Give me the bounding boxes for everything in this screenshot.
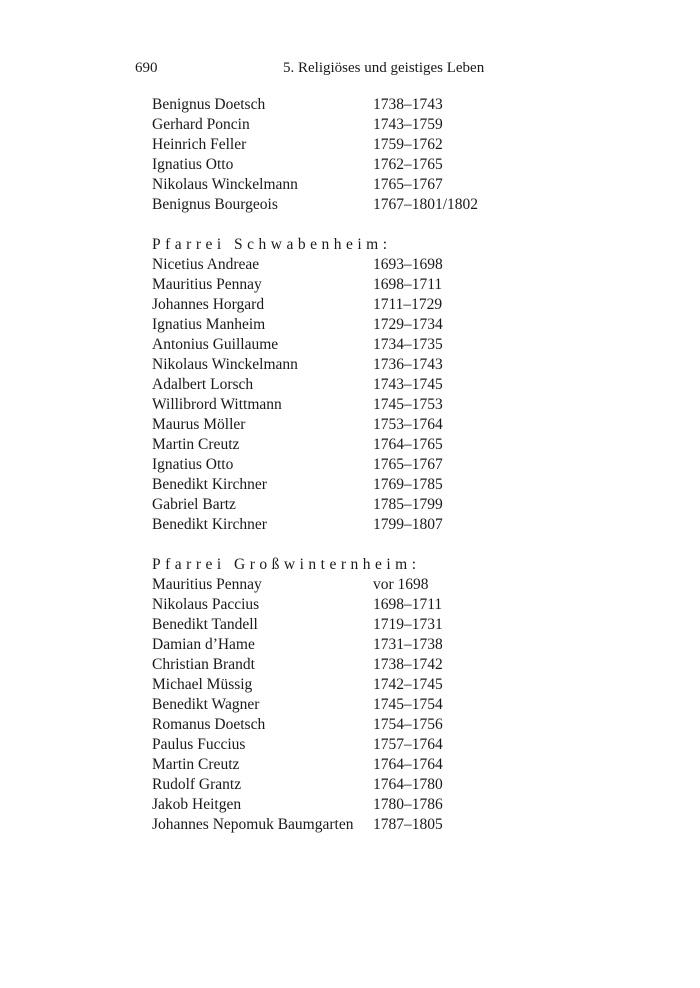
list-item <box>152 815 552 835</box>
tenure-years: 1787–1805 <box>373 816 443 833</box>
list-item <box>152 135 552 155</box>
person-name: Nikolaus Winckelmann <box>152 356 298 373</box>
list-item <box>152 515 552 535</box>
tenure-years: 1743–1745 <box>373 376 443 393</box>
person-name: Nicetius Andreae <box>152 256 260 273</box>
tenure-years: 1759–1762 <box>373 136 443 153</box>
tenure-years: 1754–1756 <box>373 716 443 733</box>
person-name: Benedikt Tandell <box>152 616 258 633</box>
tenure-years: 1765–1767 <box>373 176 443 193</box>
person-name: Martin Creutz <box>152 436 240 453</box>
list-item <box>152 255 552 275</box>
tenure-years: 1742–1745 <box>373 676 443 693</box>
tenure-years: 1745–1754 <box>373 696 443 713</box>
list-item <box>152 295 552 315</box>
tenure-years: 1734–1735 <box>373 336 443 353</box>
section-heading-schwabenheim: Pfarrei Schwabenheim: <box>152 236 392 253</box>
person-name: Nikolaus Winckelmann <box>152 176 298 193</box>
tenure-years: 1757–1764 <box>373 736 443 753</box>
person-name: Mauritius Pennay <box>152 576 262 593</box>
person-name: Gerhard Poncin <box>152 116 250 133</box>
tenure-years: 1719–1731 <box>373 616 443 633</box>
person-name: Benedikt Wagner <box>152 696 260 713</box>
person-name: Benedikt Kirchner <box>152 476 267 493</box>
list-item <box>152 275 552 295</box>
tenure-years: 1767–1801/1802 <box>373 196 479 213</box>
list-item <box>152 495 552 515</box>
list-item <box>152 675 552 695</box>
person-name: Ignatius Otto <box>152 156 234 173</box>
list-item <box>152 335 552 355</box>
list-item <box>152 175 552 195</box>
list-item <box>152 755 552 775</box>
tenure-years: 1736–1743 <box>373 356 443 373</box>
list-item <box>152 435 552 455</box>
tenure-years: 1711–1729 <box>373 296 443 313</box>
page-body <box>152 95 552 835</box>
section-heading-grosswinternheim: Pfarrei Großwinternheim: <box>152 556 421 573</box>
list-item <box>152 635 552 655</box>
person-name: Paulus Fuccius <box>152 736 246 753</box>
person-name: Jakob Heitgen <box>152 796 242 813</box>
tenure-years: 1693–1698 <box>373 256 443 273</box>
list-item <box>152 315 552 335</box>
person-name: Christian Brandt <box>152 656 255 673</box>
tenure-years: 1785–1799 <box>373 496 443 513</box>
list-item <box>152 475 552 495</box>
person-name: Heinrich Feller <box>152 136 247 153</box>
person-name: Antonius Guillaume <box>152 336 279 353</box>
tenure-years: 1738–1742 <box>373 656 443 673</box>
tenure-years: 1753–1764 <box>373 416 443 433</box>
person-name: Damian d’Hame <box>152 636 255 653</box>
tenure-years: 1743–1759 <box>373 116 443 133</box>
tenure-years: 1764–1765 <box>373 436 443 453</box>
person-name: Benignus Bourgeois <box>152 196 278 213</box>
person-name: Ignatius Otto <box>152 456 234 473</box>
list-item <box>152 575 552 595</box>
person-name: Benedikt Kirchner <box>152 516 267 533</box>
list-item <box>152 115 552 135</box>
tenure-years: 1731–1738 <box>373 636 443 653</box>
person-name: Romanus Doetsch <box>152 716 266 733</box>
tenure-years: 1698–1711 <box>373 276 443 293</box>
tenure-years: 1764–1764 <box>373 756 443 773</box>
person-name: Nikolaus Paccius <box>152 596 260 613</box>
tenure-years: 1738–1743 <box>373 96 443 113</box>
list-item <box>152 375 552 395</box>
schwabenheim-list <box>152 255 552 535</box>
list-item <box>152 775 552 795</box>
list-item <box>152 595 552 615</box>
page-header <box>135 60 485 84</box>
page-number: 690 <box>135 60 158 76</box>
list-item <box>152 615 552 635</box>
tenure-years: vor 1698 <box>373 576 429 593</box>
tenure-years: 1762–1765 <box>373 156 443 173</box>
list-item <box>152 795 552 815</box>
tenure-years: 1765–1767 <box>373 456 443 473</box>
person-name: Maurus Möller <box>152 416 246 433</box>
list-item <box>152 415 552 435</box>
tenure-years: 1745–1753 <box>373 396 443 413</box>
person-name: Johannes Nepomuk Baumgarten <box>152 816 354 833</box>
list-item <box>152 655 552 675</box>
person-name: Gabriel Bartz <box>152 496 236 513</box>
list-item <box>152 715 552 735</box>
tenure-years: 1764–1780 <box>373 776 443 793</box>
list-item <box>152 455 552 475</box>
person-name: Benignus Doetsch <box>152 96 266 113</box>
person-name: Adalbert Lorsch <box>152 376 254 393</box>
running-title: 5. Religiöses und geistiges Leben <box>283 60 485 76</box>
list-item <box>152 95 552 115</box>
tenure-years: 1799–1807 <box>373 516 443 533</box>
person-name: Michael Müssig <box>152 676 253 693</box>
abbot-list <box>152 95 552 215</box>
list-item <box>152 735 552 755</box>
tenure-years: 1698–1711 <box>373 596 443 613</box>
tenure-years: 1729–1734 <box>373 316 443 333</box>
list-item <box>152 195 552 215</box>
person-name: Ignatius Manheim <box>152 316 266 333</box>
list-item <box>152 695 552 715</box>
person-name: Willibrord Wittmann <box>152 396 282 413</box>
person-name: Johannes Horgard <box>152 296 265 313</box>
grosswinternheim-list <box>152 575 552 835</box>
person-name: Rudolf Grantz <box>152 776 242 793</box>
tenure-years: 1769–1785 <box>373 476 443 493</box>
person-name: Martin Creutz <box>152 756 240 773</box>
list-item <box>152 355 552 375</box>
list-item <box>152 155 552 175</box>
list-item <box>152 395 552 415</box>
tenure-years: 1780–1786 <box>373 796 443 813</box>
person-name: Mauritius Pennay <box>152 276 262 293</box>
